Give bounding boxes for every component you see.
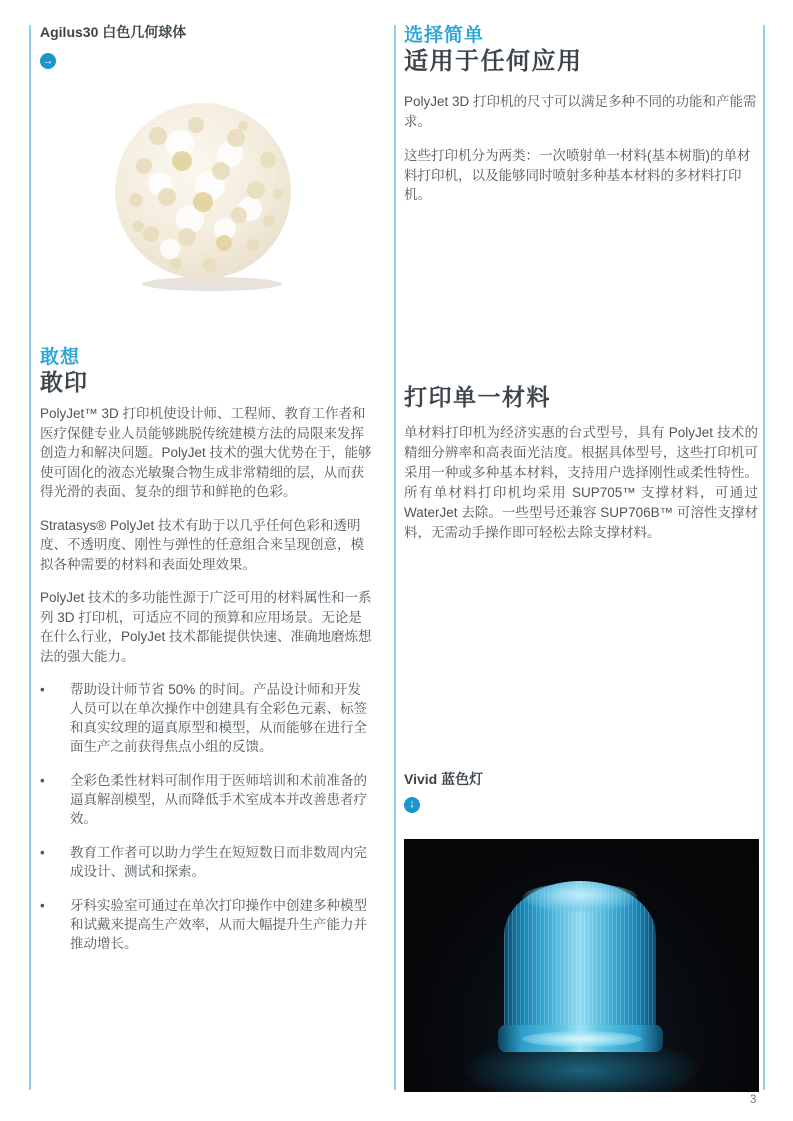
bullet-item-dental: [40, 896, 373, 953]
left-paragraph-3: PolyJet 技术的多功能性源于广泛可用的材料属性和一系列 3D 打印机，可适应不同的预算和应用场景。无论是在什么行业，PolyJet 技术都能提供快速、准确地磨炼想法的强大能力。: [40, 590, 372, 664]
left-paragraph-2: Stratasys® PolyJet 技术有助于以几乎任何色彩和透明度、不透明度、刚性与弹性的任意组合来呈现创意，模拟各种需要的材料和表面处理效果。: [40, 517, 364, 572]
heading-dare-print: 敢印: [40, 369, 88, 395]
bullet-marker: •: [40, 773, 45, 788]
benefit-bullet-list: [40, 680, 373, 953]
arrow-right-icon: →: [40, 53, 56, 69]
bullet-text: 教育工作者可以助力学生在短短数日而非数周内完成设计、测试和探索。: [70, 845, 367, 879]
vivid-figure-caption: Vivid 蓝色灯: [404, 770, 484, 787]
bullet-text: 帮助设计师节省 50% 的时间。产品设计师和开发人员可以在单次操作中创建具有全彩色元素、标签和真实纹理的逼真原型和模型，从而能够在进行全面生产之前获得焦点小组的反馈。: [70, 682, 367, 754]
bullet-item-medical: [40, 771, 373, 828]
left-paragraph-1: PolyJet™ 3D 打印机使设计师、工程师、教育工作者和医疗保健专业人员能够跳脱传统建模方法的局限来发挥创造力和解决问题。PolyJet 技术的强大优势在于，能够使可固化的液态光敏聚合物生成非常精细的层，从而获得光滑的表面、复杂的细节和鲜艳的色彩。: [40, 406, 372, 499]
beacon-base-glow: [522, 1031, 642, 1047]
left-margin-rule: [29, 25, 31, 1090]
vivid-blue-light-photo: [404, 839, 759, 1092]
bullet-text: 牙科实验室可通过在单次打印操作中创建多种模型和试戴来提高生产效率，从而大幅提升生产能力并推动增长。: [70, 898, 367, 951]
bullet-text: 全彩色柔性材料可制作用于医师培训和术前准备的逼真解剖模型，从而降低手术室成本并改善患者疗效。: [70, 773, 367, 826]
right-paragraph-2: 这些打印机分为两类：一次喷射单一材料(基本树脂)的单材料打印机，以及能够同时喷射多种基本材料的多材料打印机。: [404, 148, 751, 202]
heading-dare-think: 敢想: [40, 347, 81, 368]
heading-single-material: 打印单一材料: [404, 383, 551, 410]
bullet-marker: •: [40, 898, 45, 913]
right-margin-rule: [763, 25, 765, 1090]
right-paragraph-1: PolyJet 3D 打印机的尺寸可以满足多种不同的功能和产能需求。: [404, 94, 757, 129]
bullet-item-education: [40, 843, 373, 881]
agilus30-figure-caption: Agilus30 白色几何球体: [40, 24, 187, 40]
column-divider-rule: [394, 25, 396, 1090]
bullet-item-designers: [40, 680, 373, 756]
page-number: 3: [750, 1094, 757, 1106]
bullet-marker: •: [40, 682, 45, 697]
left-column: [40, 24, 373, 968]
beacon-cap-highlight: [522, 883, 638, 913]
agilus30-sphere-photo: [40, 94, 370, 294]
right-column: [404, 24, 758, 1092]
single-material-paragraph: 单材料打印机为经济实惠的台式型号，具有 PolyJet 技术的精细分辨率和高表面光洁度。根据具体型号，这些打印机可采用一种或多种基本材料，支持用户选择刚性或柔性特性。所有单材料打印机均采用 SUP705™ 支撑材料，可通过 WaterJet 去除。一些型号还兼容 SUP706B™ 可溶性支撑材料，无需动手操作即可轻松去除支撑材料。: [404, 424, 758, 540]
bullet-marker: •: [40, 845, 45, 860]
arrow-down-icon: ↓: [404, 797, 420, 813]
heading-any-application: 适用于任何应用: [404, 48, 583, 75]
heading-simple-choice: 选择简单: [404, 25, 485, 46]
